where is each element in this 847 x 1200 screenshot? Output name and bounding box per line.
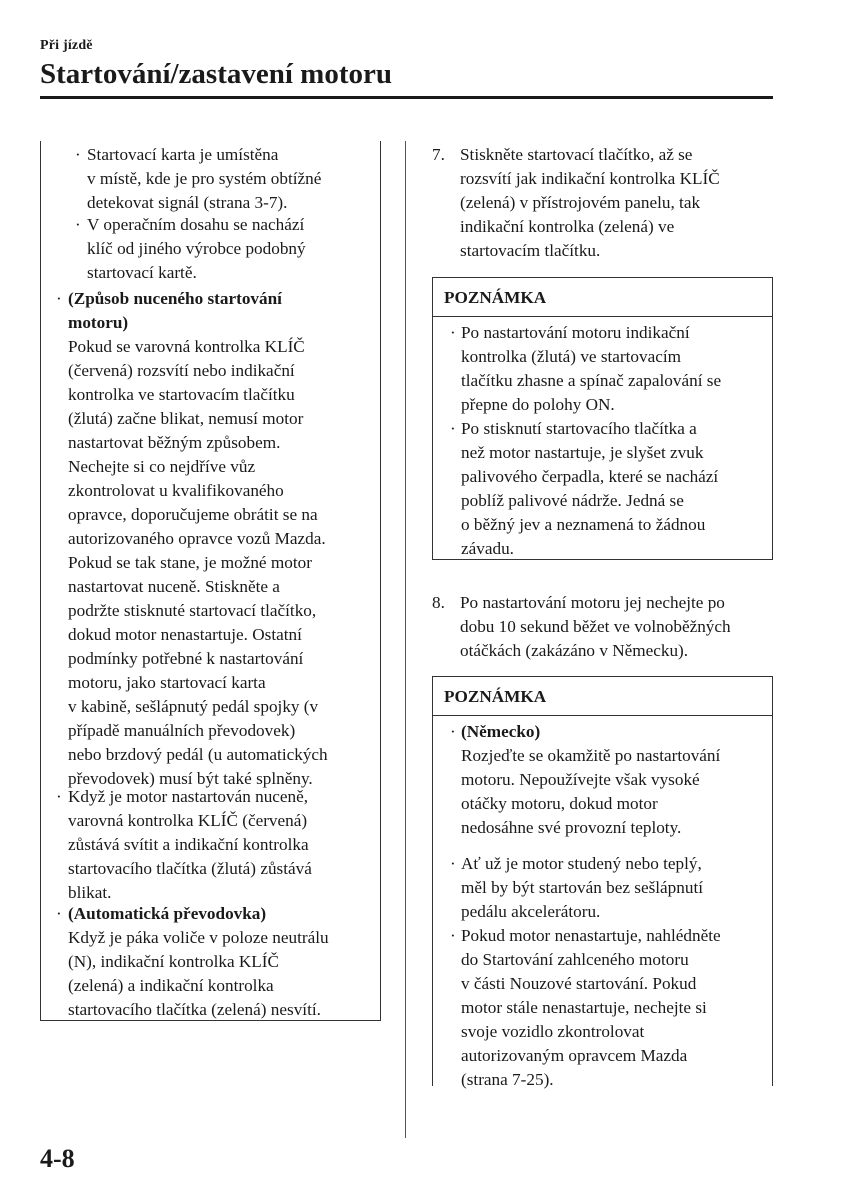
text-line: Po stisknutí startovacího tlačítka a [461, 419, 697, 438]
text-line: Když je páka voliče v poloze neutrálu [68, 928, 329, 947]
text-line: otáčky motoru, dokud motor [461, 794, 658, 813]
text-line: Pokud motor nenastartuje, nahlédněte [461, 926, 721, 945]
text-line: případě manuálních převodovek) [68, 721, 296, 740]
text-line: motoru, jako startovací karta [68, 673, 266, 692]
page-number: 4-8 [40, 1144, 75, 1173]
text-line: palivového čerpadla, které se nachází [461, 467, 719, 486]
text-line: Pokud se tak stane, je možné motor [68, 553, 312, 572]
text-line: Startovací karta je umístěna [87, 145, 279, 164]
text-line: motoru. Nepoužívejte však vysoké [461, 770, 700, 789]
text-line: Ať už je motor studený nebo teplý, [461, 854, 702, 873]
text-line: dokud motor nenastartuje. Ostatní [68, 625, 302, 644]
text-line: detekovat signál (strana 3-7). [87, 193, 288, 212]
text-line: tlačítku zhasne a spínač zapalování se [461, 371, 722, 390]
text-line: opravce, doporučujeme obrátit se na [68, 505, 318, 524]
bullet-dot: · [75, 215, 81, 234]
text-line: nebo brzdový pedál (u automatických [68, 745, 328, 764]
bullet-dot: · [450, 323, 456, 342]
section-label: Při jízdě [40, 38, 93, 53]
text-line: rozsvítí jak indikační kontrolka KLÍČ [460, 169, 720, 188]
text-line: (žlutá) začne blikat, nemusí motor [68, 409, 304, 428]
bullet-dot: · [450, 926, 456, 945]
text-line: převodovek) musí být také splněny. [68, 769, 313, 788]
bullet-dot: · [56, 787, 62, 806]
text-line: startovací kartě. [87, 263, 197, 282]
text-line: startovacího tlačítka (zelená) nesvítí. [68, 1000, 321, 1019]
step-number: 7. [432, 145, 445, 164]
title-rule [40, 96, 773, 99]
text-line: Když je motor nastartován nuceně, [68, 787, 309, 806]
text-line: Stiskněte startovací tlačítko, až se [460, 145, 693, 164]
text-line: (strana 7-25). [461, 1070, 554, 1089]
text-line: pedálu akcelerátoru. [461, 902, 601, 921]
text-line: Po nastartování motoru jej nechejte po [460, 593, 725, 612]
text-line: indikační kontrolka (zelená) ve [460, 217, 675, 236]
text-line: v části Nouzové startování. Pokud [461, 974, 697, 993]
text-line: nastartovat nuceně. Stiskněte a [68, 577, 280, 596]
text-line: nastartovat běžným způsobem. [68, 433, 281, 452]
text-line: přepne do polohy ON. [461, 395, 615, 414]
text-line: otáčkách (zakázáno v Německu). [460, 641, 689, 660]
automatic-heading: (Automatická převodovka) [68, 904, 267, 923]
text-line: do Startování zahlceného motoru [461, 950, 689, 969]
text-line: (zelená) a indikační kontrolka [68, 976, 274, 995]
forced-start-heading: (Způsob nuceného startování [68, 289, 282, 308]
text-line: (červená) rozsvítí nebo indikační [68, 361, 295, 380]
note-title: POZNÁMKA [433, 278, 772, 317]
text-line: (zelená) v přístrojovém panelu, tak [460, 193, 701, 212]
text-line: kontrolka (žlutá) ve startovacím [461, 347, 682, 366]
bullet-dot: · [56, 289, 62, 308]
note-box-2 [432, 676, 773, 1089]
text-line: poblíž palivové nádrže. Jedná se [461, 491, 684, 510]
text-line: V operačním dosahu se nachází [87, 215, 305, 234]
text-line: Nechejte si co nejdříve vůz [68, 457, 256, 476]
text-line: kontrolka ve startovacím tlačítku [68, 385, 295, 404]
text-line: dobu 10 sekund běžet ve volnoběžných [460, 617, 731, 636]
bullet-dot: · [75, 145, 81, 164]
text-line: podržte stisknuté startovací tlačítko, [68, 601, 317, 620]
bullet-dot: · [56, 904, 62, 923]
text-line: než motor nastartuje, je slyšet zvuk [461, 443, 704, 462]
text-line: podmínky potřebné k nastartování [68, 649, 304, 668]
note-box-1 [432, 277, 773, 560]
text-line: Po nastartování motoru indikační [461, 323, 690, 342]
text-line: v kabině, sešlápnutý pedál spojky (v [68, 697, 319, 716]
step-number: 8. [432, 593, 445, 612]
text-line: nedosáhne své provozní teploty. [461, 818, 682, 837]
text-line: Pokud se varovná kontrolka KLÍČ [68, 337, 305, 356]
text-line: v místě, kde je pro systém obtížné [87, 169, 322, 188]
bullet-dot: · [450, 854, 456, 873]
text-line: klíč od jiného výrobce podobný [87, 239, 306, 258]
bullet-dot: · [450, 419, 456, 438]
column-divider [405, 141, 406, 1138]
text-line: blikat. [68, 883, 112, 902]
text-line: závadu. [461, 539, 514, 558]
page-title: Startování/zastavení motoru [40, 58, 392, 90]
text-line: Rozjeďte se okamžitě po nastartování [461, 746, 721, 765]
text-line: svoje vozidlo zkontrolovat [461, 1022, 645, 1041]
bullet-dot: · [450, 722, 456, 741]
text-line: motor stále nenastartuje, nechejte si [461, 998, 707, 1017]
text-line: startovacího tlačítka (žlutá) zůstává [68, 859, 312, 878]
text-line: startovacím tlačítku. [460, 241, 601, 260]
text-line: měl by být startován bez sešlápnutí [461, 878, 704, 897]
note-title: POZNÁMKA [433, 677, 772, 716]
germany-heading: (Německo) [461, 722, 541, 741]
text-line: varovná kontrolka KLÍČ (červená) [68, 811, 308, 830]
text-line: zůstává svítit a indikační kontrolka [68, 835, 309, 854]
text-line: autorizovaným opravcem Mazda [461, 1046, 688, 1065]
text-line: (N), indikační kontrolka KLÍČ [68, 952, 279, 971]
text-line: zkontrolovat u kvalifikovaného [68, 481, 284, 500]
text-line: autorizovaného opravce vozů Mazda. [68, 529, 326, 548]
text-line: o běžný jev a neznamená to žádnou [461, 515, 706, 534]
forced-start-heading: motoru) [68, 313, 129, 332]
